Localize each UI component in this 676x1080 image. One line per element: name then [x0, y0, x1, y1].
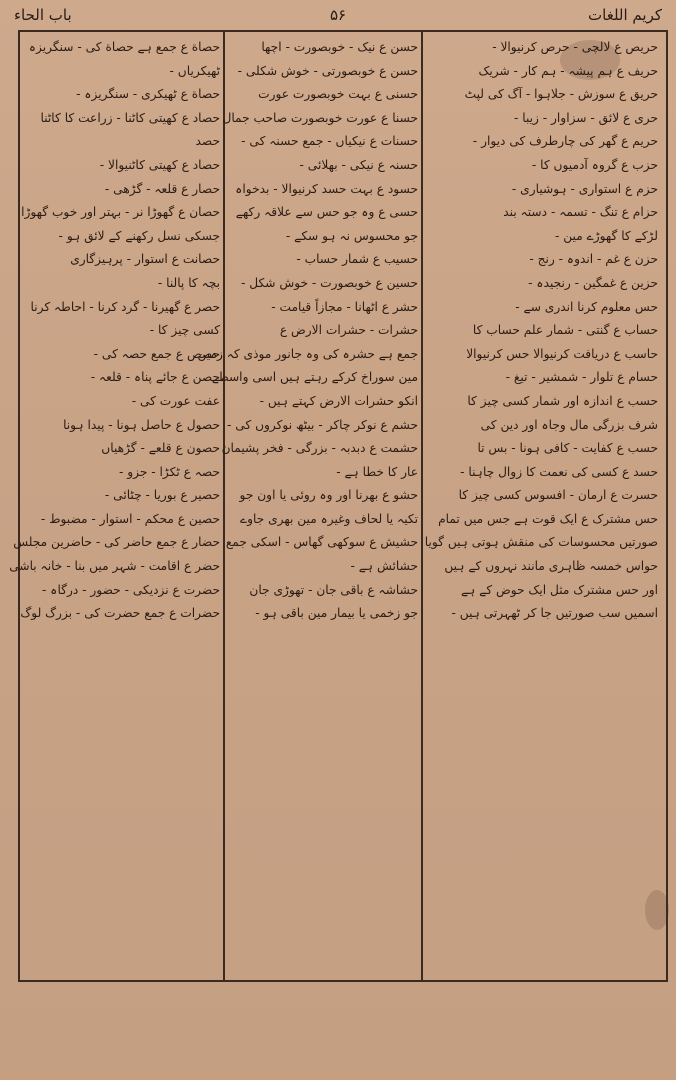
- entry-line: حس مشترک ع ایک قوت ہے جس میں تمام: [438, 511, 658, 526]
- entry-line: حسن ع نیک - خوبصورت - اچھا: [261, 40, 418, 54]
- entry-line: حشمت ع دبدبہ - بزرگی - فخر پشیمان: [221, 441, 418, 456]
- entry-line: حصاة ع ٹھیکری - سنگریزہ -: [76, 87, 220, 102]
- entry-line: حصاد ع کھیتی کاٹنیوالا -: [99, 157, 220, 172]
- entry-line: حضر ع اقامت - شہر میں بنا - خانہ باشی: [9, 559, 220, 574]
- entry-line: حصص ع جمع حصہ کی -: [93, 346, 220, 361]
- entry-line: حسن ع خوبصورتی - خوش شکلی -: [237, 63, 418, 78]
- entry-line: اور حس مشترک مثل ایک حوض کے ہے: [461, 582, 658, 597]
- entry-line: جسکی نسل رکھنے کے لائق ہو -: [58, 228, 220, 243]
- entry-line: حصد: [195, 134, 220, 149]
- entry-line: حضرت ع نزدیکی - حضور - درگاہ -: [42, 582, 220, 597]
- entry-line: حساب ع گنتی - شمار علم حساب کا: [472, 323, 658, 338]
- entry-line: شرف بزرگی مال وجاہ اور دین کی: [480, 417, 658, 432]
- entry-line: عفت عورت کی -: [131, 393, 220, 408]
- entry-line: حسب ع اندازہ اور شمار کسی چیز کا: [467, 393, 658, 408]
- entry-line: حسی ع وہ جو حس سے علاقہ رکھے: [235, 205, 418, 220]
- column-divider: [421, 30, 423, 980]
- entry-line: حشو ع بھرنا اور وہ روئی یا اون جو: [239, 488, 418, 503]
- entry-line: حزام ع تنگ - تسمہ - دستہ بند: [503, 205, 658, 220]
- chapter-title: باب الحاء: [14, 6, 72, 24]
- entry-line: حسام ع تلوار - شمشیر - تیغ -: [505, 370, 658, 385]
- entry-line: حسیب ع شمار حساب -: [296, 252, 418, 267]
- entry-line: حزم ع استواری - ہوشیاری -: [511, 181, 658, 196]
- entry-line: حسب ع کفایت - کافی ہونا - بس تا: [477, 441, 658, 456]
- entry-line: عار کا خطا ہے -: [336, 464, 418, 479]
- entry-line: حشرات - حشرات الارض ع: [279, 323, 418, 338]
- book-title: کریم اللغات: [588, 6, 662, 24]
- entry-line: حشائش ہے -: [350, 559, 418, 574]
- entry-line: کسی چیز کا -: [149, 323, 220, 338]
- entry-line: حصیر ع بوریا - چٹائی -: [104, 488, 220, 503]
- entry-line: حسود ع بہت حسد کرنیوالا - بدخواہ: [235, 181, 418, 196]
- column-left: [9, 36, 220, 974]
- entry-line: حواس خمسہ ظاہری مانند نہروں کے ہیں: [444, 559, 658, 574]
- page-number: ۵۶: [329, 6, 347, 24]
- entry-line: حصول ع حاصل ہونا - پیدا ہونا: [63, 417, 220, 432]
- entry-line: حس معلوم کرنا اندری سے -: [515, 299, 658, 314]
- entry-line: حزب ع گروہ آدمیوں کا -: [531, 157, 658, 172]
- entry-line: انکو حشرات الارض کہتے ہیں -: [259, 393, 418, 408]
- entry-line: حاسب ع دریافت کرنیوالا حس کرنیوالا: [466, 346, 658, 361]
- entry-line: اسمیں سب صورتیں جا کر ٹھہرتی ہیں -: [451, 606, 658, 621]
- entry-line: حری ع لائق - سزاوار - زیبا -: [513, 110, 658, 125]
- entry-line: حسرت ع ارمان - افسوس کسی چیز کا: [458, 488, 658, 503]
- entry-line: حشم ع نوکر چاکر - بیٹھ نوکروں کی -: [226, 417, 418, 432]
- entry-line: حریق ع سوزش - جلاہوا - آگ کی لپٹ: [464, 87, 658, 102]
- entry-line: حصین ع محکم - استوار - مضبوط -: [40, 511, 220, 526]
- entry-line: حصاد ع کھیتی کاٹنا - زراعت کا کاٹنا: [40, 110, 220, 125]
- entry-line: حصہ ع ٹکڑا - جزو -: [118, 464, 220, 479]
- entry-line: حسنا ع عورت خوبصورت صاحب جمال: [222, 110, 418, 125]
- entry-line: حصن ع جائے پناہ - قلعہ -: [90, 370, 220, 385]
- entry-line: جو زخمی یا بیمار مین باقی ہو -: [255, 606, 418, 621]
- entry-line: جو محسوس نہ ہو سکے -: [285, 228, 418, 243]
- entry-line: ٹھیکریاں -: [169, 63, 220, 78]
- entry-line: حسین ع خوبصورت - خوش شکل -: [241, 275, 418, 290]
- entry-line: حزین ع غمگین - رنجیدہ -: [528, 275, 658, 290]
- entry-line: جمع ہے حشرہ کی وہ جانور موذی کہ زمین: [197, 346, 418, 361]
- entry-line: حسنی ع بہت خوبصورت عورت: [258, 87, 418, 102]
- entry-line: حریص ع لالچی - حرص کرنیوالا -: [492, 40, 658, 54]
- entry-line: بچہ کا پالنا -: [157, 275, 220, 290]
- entry-line: حشر ع اٹھانا - مجازاً قیامت -: [271, 299, 418, 314]
- entry-line: حشیش ع سوکھی گھاس - اسکی جمع: [225, 535, 418, 550]
- page-header: [14, 4, 662, 32]
- entry-line: حریم ع گھر کی چارطرف کی دیوار -: [472, 134, 658, 149]
- entry-line: تکیہ یا لحاف وغیرہ مین بھری جاوے: [239, 511, 418, 526]
- entry-line: حصر ع گھیرنا - گرد کرنا - احاطہ کرنا: [30, 299, 220, 314]
- entry-line: حسنہ ع نیکی - بھلائی -: [299, 157, 418, 172]
- entry-line: حضار ع جمع حاضر کی - حاضرین مجلس: [13, 535, 220, 550]
- entry-line: حسنات ع نیکیاں - جمع حسنہ کی -: [241, 134, 418, 149]
- entry-line: حزن ع غم - اندوہ - رنج -: [529, 252, 658, 267]
- entry-line: صورتیں محسوسات کی منقش ہوتی ہیں گویا: [424, 535, 658, 550]
- entry-line: حضرات ع جمع حضرت کی - بزرگ لوگ: [20, 606, 220, 621]
- entry-line: حریف ع ہم پیشہ - ہم کار - شریک: [478, 63, 658, 78]
- entry-line: حصون ع قلعے - گڑھیاں: [101, 441, 220, 456]
- entry-line: حصاة ع جمع ہے حصاة کی - سنگریزہ: [28, 40, 220, 54]
- entry-line: حسد ع کسی کی نعمت کا زوال چاہنا -: [460, 464, 658, 479]
- entry-line: حشاشہ ع باقی جان - تھوڑی جان: [249, 582, 418, 597]
- entry-line: حصان ع گھوڑا نر - بہتر اور خوب گھوڑا: [21, 205, 220, 220]
- entry-line: حصار ع قلعہ - گڑھی -: [104, 181, 220, 196]
- entry-line: لڑکے کا گھوڑے مین -: [554, 228, 658, 243]
- entry-line: حصانت ع استوار - پرہیزگاری: [70, 252, 220, 267]
- entry-line: مین سوراخ کرکے رہتے ہیں اسی واسطے: [211, 370, 418, 385]
- column-divider: [223, 30, 225, 980]
- column-right: [426, 36, 658, 974]
